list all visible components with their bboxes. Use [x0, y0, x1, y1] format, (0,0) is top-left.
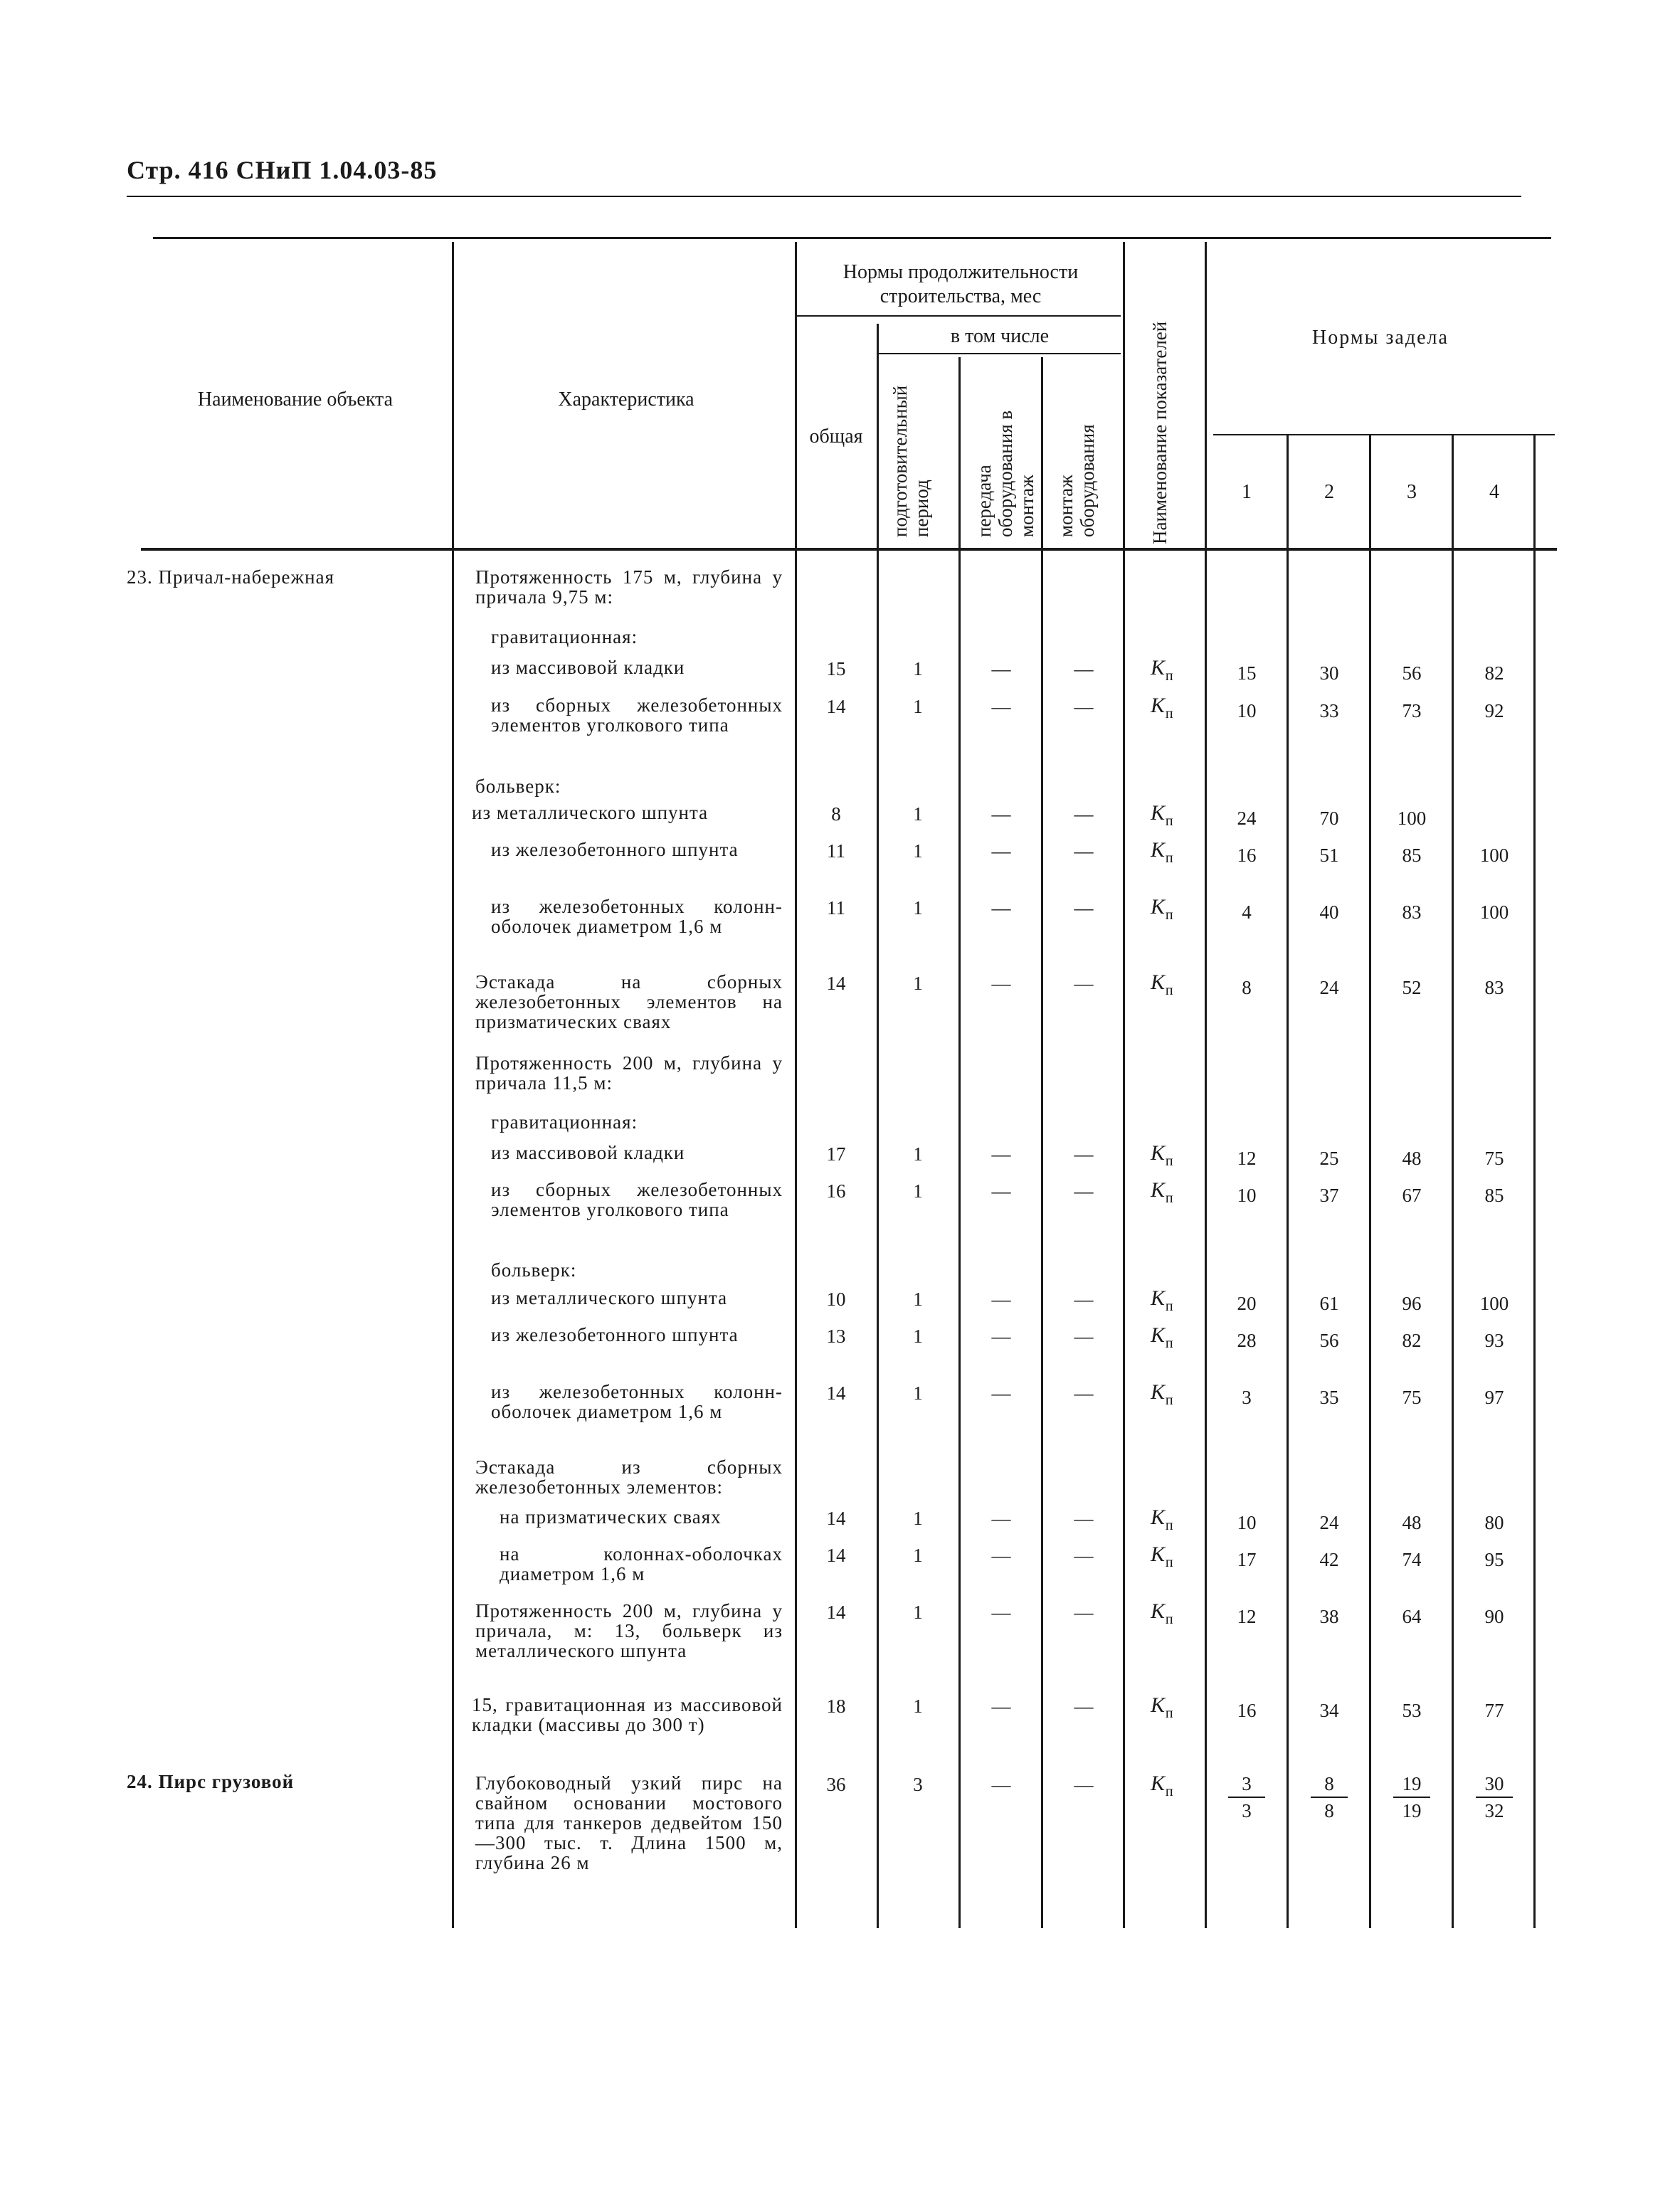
row-backlog-b2: 51	[1319, 845, 1339, 866]
fraction-denominator: 8	[1324, 1800, 1334, 1821]
header-quarter-3: 3	[1407, 481, 1417, 503]
row-backlog-b3: 96	[1402, 1293, 1422, 1314]
indicator-symbol: К	[1151, 970, 1165, 994]
row-backlog-b4: 75	[1484, 1148, 1504, 1169]
row-backlog-b1: 10	[1237, 1185, 1257, 1206]
row-equipment-handover: —	[991, 696, 1011, 717]
row-total-duration: 15	[826, 658, 846, 679]
row-indicator	[1151, 1543, 1173, 1571]
header-prep-period: подготовительный период	[889, 385, 932, 537]
row-prep-period: 1	[913, 897, 923, 919]
row-backlog-b3: 73	[1402, 700, 1422, 721]
row-indicator	[1151, 895, 1173, 924]
row-characteristic: Глубоководный узкий пирс на свайном основании мостового типа для танкеров дедвейтом 150—300 тыс. т. Длина 1500 м, глубина 26 м	[475, 1772, 783, 1873]
row-backlog-b4: 100	[1479, 1293, 1509, 1314]
indicator-subscript: п	[1165, 983, 1173, 998]
indicator-symbol: К	[1151, 694, 1165, 717]
row-equipment-install: —	[1074, 803, 1094, 825]
row-equipment-install: —	[1074, 973, 1094, 994]
row-indicator	[1151, 1506, 1173, 1534]
header-total: общая	[809, 425, 863, 448]
row-indicator	[1151, 838, 1173, 867]
row-backlog-b2: 70	[1319, 808, 1339, 829]
row-total-duration: 14	[826, 1508, 846, 1529]
object-23-name: 23. Причал-набережная	[127, 566, 335, 588]
row-total-duration: 14	[826, 696, 846, 717]
row-backlog-b1: 28	[1237, 1330, 1257, 1351]
row-characteristic: из металлического шпунта	[472, 802, 709, 823]
row-equipment-handover: —	[991, 1545, 1011, 1566]
fraction-denominator: 19	[1402, 1800, 1422, 1821]
row-characteristic: больверк:	[475, 776, 561, 797]
row-backlog-b3: 64	[1402, 1606, 1422, 1627]
row-equipment-install: —	[1074, 1774, 1094, 1795]
row-indicator	[1151, 1286, 1173, 1315]
running-head-rule	[127, 196, 1521, 197]
row-backlog-b1: 16	[1237, 1700, 1257, 1721]
row-total-duration: 13	[826, 1326, 846, 1347]
row-characteristic: из массивовой кладки	[491, 1142, 685, 1163]
row-backlog-b3: 100	[1397, 808, 1427, 829]
row-indicator	[1151, 1380, 1173, 1409]
row-total-duration: 14	[826, 973, 846, 994]
col-rule-install	[1041, 357, 1043, 1928]
header-equipment-install: монтаж оборудования	[1055, 424, 1098, 537]
indicator-subscript: п	[1165, 1705, 1173, 1721]
row-equipment-install: —	[1074, 696, 1094, 717]
col-rule-backlog	[1205, 242, 1207, 1928]
header-quarter-1: 1	[1242, 481, 1252, 503]
col-rule-indicator	[1123, 242, 1125, 1928]
row-backlog-b1: 10	[1237, 700, 1257, 721]
indicator-symbol: К	[1151, 801, 1165, 825]
indicator-subscript: п	[1165, 1555, 1173, 1570]
row-total-duration: 17	[826, 1143, 846, 1165]
row-backlog-b2: 42	[1319, 1549, 1339, 1570]
row-equipment-handover: —	[991, 1143, 1011, 1165]
header-backlog-group: Нормы задела	[1312, 327, 1449, 349]
row-backlog-b4: 92	[1484, 700, 1504, 721]
indicator-subscript: п	[1165, 1298, 1173, 1314]
header-indicator-name: Наименование показателей	[1149, 321, 1171, 544]
header-including: в том числе	[950, 325, 1050, 347]
indicator-subscript: п	[1165, 1335, 1173, 1351]
indicator-symbol: К	[1151, 1506, 1165, 1529]
row-backlog-b2: 56	[1319, 1330, 1339, 1351]
row-characteristic: Протяженность 175 м, глубина у причала 9,75 м:	[475, 566, 783, 608]
row-backlog-b2: 37	[1319, 1185, 1339, 1206]
row-total-duration: 8	[831, 803, 841, 825]
indicator-subscript: п	[1165, 1784, 1173, 1799]
row-characteristic: больверк:	[491, 1259, 577, 1281]
indicator-subscript: п	[1165, 1190, 1173, 1206]
row-backlog-b4: 100	[1479, 845, 1509, 866]
row-prep-period: 1	[913, 1326, 923, 1347]
row-characteristic: из металлического шпунта	[491, 1287, 728, 1308]
indicator-subscript: п	[1165, 1392, 1173, 1408]
fraction-denominator: 32	[1484, 1800, 1504, 1821]
row-equipment-handover: —	[991, 1382, 1011, 1404]
row-total-duration: 16	[826, 1180, 846, 1202]
indicator-symbol: К	[1151, 1178, 1165, 1202]
row-backlog-b3: 53	[1402, 1700, 1422, 1721]
indicator-symbol: К	[1151, 1141, 1165, 1165]
row-characteristic: на колоннах-оболочках диаметром 1,6 м	[500, 1543, 783, 1584]
row-indicator	[1151, 1323, 1173, 1352]
fraction-denominator: 3	[1242, 1800, 1252, 1821]
row-prep-period: 1	[913, 1545, 923, 1566]
row-indicator	[1151, 970, 1173, 999]
fraction-numerator: 30	[1476, 1772, 1513, 1798]
row-prep-period: 1	[913, 658, 923, 679]
row-prep-period: 1	[913, 840, 923, 862]
row-backlog-b4: 97	[1484, 1387, 1504, 1408]
row-prep-period: 1	[913, 1508, 923, 1529]
row-backlog-b4: 93	[1484, 1330, 1504, 1351]
row-backlog-b1: 12	[1237, 1606, 1257, 1627]
row-total-duration: 14	[826, 1382, 846, 1404]
indicator-symbol: К	[1151, 1772, 1165, 1795]
row-equipment-install: —	[1074, 1326, 1094, 1347]
fraction-numerator: 19	[1393, 1772, 1430, 1798]
header-characteristic: Характеристика	[558, 388, 694, 411]
pier-backlog-b4	[1466, 1772, 1523, 1822]
row-backlog-b4: 90	[1484, 1606, 1504, 1627]
row-backlog-b2: 38	[1319, 1606, 1339, 1627]
col-rule-end	[1533, 435, 1536, 1928]
row-backlog-b4: 83	[1484, 977, 1504, 998]
row-equipment-install: —	[1074, 1602, 1094, 1623]
pier-backlog-b1	[1218, 1772, 1275, 1822]
row-prep-period: 1	[913, 696, 923, 717]
col-rule-handover	[958, 357, 961, 1928]
row-prep-period: 1	[913, 973, 923, 994]
row-backlog-b2: 24	[1319, 1512, 1339, 1533]
row-total-duration: 11	[827, 840, 845, 862]
indicator-symbol: К	[1151, 1286, 1165, 1310]
row-equipment-handover: —	[991, 1180, 1011, 1202]
row-backlog-b2: 25	[1319, 1148, 1339, 1169]
fraction-numerator: 3	[1228, 1772, 1265, 1798]
row-equipment-install: —	[1074, 897, 1094, 919]
backlog-group-rule	[1213, 434, 1555, 435]
row-backlog-b4: 77	[1484, 1700, 1504, 1721]
row-backlog-b3: 85	[1402, 845, 1422, 866]
row-total-duration: 18	[826, 1695, 846, 1717]
row-characteristic: гравитационная:	[491, 626, 638, 647]
row-backlog-b4: 100	[1479, 901, 1509, 923]
row-backlog-b3: 48	[1402, 1148, 1422, 1169]
row-indicator	[1151, 1693, 1173, 1722]
row-backlog-b4: 85	[1484, 1185, 1504, 1206]
row-characteristic: из железобетонных колонн-оболочек диаметром 1,6 м	[491, 1381, 783, 1422]
page-running-head: Стр. 416 СНиП 1.04.03-85	[127, 156, 438, 184]
row-backlog-b2: 40	[1319, 901, 1339, 923]
row-backlog-b3: 67	[1402, 1185, 1422, 1206]
row-prep-period: 3	[913, 1774, 923, 1795]
indicator-subscript: п	[1165, 1153, 1173, 1169]
row-backlog-b3: 48	[1402, 1512, 1422, 1533]
row-prep-period: 1	[913, 1289, 923, 1310]
row-indicator	[1151, 694, 1173, 722]
row-equipment-handover: —	[991, 1774, 1011, 1795]
row-backlog-b4: 82	[1484, 662, 1504, 684]
row-equipment-handover: —	[991, 658, 1011, 679]
row-backlog-b2: 61	[1319, 1293, 1339, 1314]
row-total-duration: 14	[826, 1545, 846, 1566]
indicator-symbol: К	[1151, 838, 1165, 862]
col-rule-q3	[1369, 435, 1371, 1928]
row-backlog-b1: 20	[1237, 1293, 1257, 1314]
row-backlog-b3: 75	[1402, 1387, 1422, 1408]
row-indicator	[1151, 1178, 1173, 1207]
row-equipment-handover: —	[991, 1289, 1011, 1310]
row-indicator	[1151, 1599, 1173, 1628]
row-backlog-b1: 12	[1237, 1148, 1257, 1169]
row-indicator	[1151, 1141, 1173, 1170]
header-bottom-rule	[141, 548, 1557, 551]
row-equipment-install: —	[1074, 1382, 1094, 1404]
row-equipment-handover: —	[991, 1602, 1011, 1623]
row-backlog-b1: 16	[1237, 845, 1257, 866]
row-characteristic: Протяженность 200 м, глубина у причала 11,5 м:	[475, 1052, 783, 1094]
object-24-name: 24. Пирс грузовой	[127, 1771, 295, 1792]
indicator-subscript: п	[1165, 1518, 1173, 1533]
row-characteristic: гравитационная:	[491, 1111, 638, 1133]
row-characteristic: из железобетонного шпунта	[491, 839, 739, 860]
row-characteristic: из сборных железобетонных элементов уголкового типа	[491, 1179, 783, 1220]
indicator-subscript: п	[1165, 1612, 1173, 1627]
row-backlog-b1: 8	[1242, 977, 1252, 998]
row-backlog-b1: 4	[1242, 901, 1252, 923]
indicator-symbol: К	[1151, 1543, 1165, 1566]
row-backlog-b2: 35	[1319, 1387, 1339, 1408]
row-equipment-install: —	[1074, 658, 1094, 679]
row-equipment-install: —	[1074, 1180, 1094, 1202]
row-characteristic: Эстакада из сборных железобетонных элементов:	[475, 1456, 783, 1498]
row-backlog-b2: 24	[1319, 977, 1339, 998]
indicator-symbol: К	[1151, 1599, 1165, 1623]
header-object-name: Наименование объекта	[197, 388, 393, 411]
row-equipment-handover: —	[991, 973, 1011, 994]
pier-backlog-b2	[1301, 1772, 1358, 1822]
row-equipment-handover: —	[991, 840, 1011, 862]
col-rule-total	[795, 242, 797, 1928]
including-rule	[877, 353, 1121, 354]
header-quarter-2: 2	[1324, 481, 1334, 503]
row-equipment-install: —	[1074, 1695, 1094, 1717]
indicator-subscript: п	[1165, 706, 1173, 721]
pier-backlog-b3	[1383, 1772, 1440, 1822]
row-backlog-b1: 3	[1242, 1387, 1252, 1408]
row-prep-period: 1	[913, 1382, 923, 1404]
indicator-symbol: К	[1151, 1323, 1165, 1347]
row-backlog-b2: 34	[1319, 1700, 1339, 1721]
row-prep-period: 1	[913, 1695, 923, 1717]
col-rule-characteristic	[452, 242, 454, 1928]
row-characteristic: из железобетонного шпунта	[491, 1324, 739, 1345]
row-characteristic: 15, гравитационная из массивовой кладки (массивы до 300 т)	[472, 1694, 783, 1735]
row-backlog-b1: 10	[1237, 1512, 1257, 1533]
row-equipment-handover: —	[991, 1695, 1011, 1717]
row-total-duration: 10	[826, 1289, 846, 1310]
row-prep-period: 1	[913, 1180, 923, 1202]
row-characteristic: Протяженность 200 м, глубина у причала, м: 13, больверк из металлического шпунта	[475, 1600, 783, 1661]
row-indicator	[1151, 656, 1173, 684]
header-equipment-handover: передача оборудования в монтаж	[973, 410, 1037, 537]
row-prep-period: 1	[913, 1143, 923, 1165]
table-top-rule	[153, 237, 1551, 239]
row-prep-period: 1	[913, 803, 923, 825]
row-backlog-b3: 74	[1402, 1549, 1422, 1570]
col-rule-q2	[1287, 435, 1289, 1928]
duration-group-rule	[797, 315, 1121, 317]
row-total-duration: 14	[826, 1602, 846, 1623]
row-characteristic: Эстакада на сборных железобетонных элементов на призматических сваях	[475, 971, 783, 1032]
row-backlog-b1: 17	[1237, 1549, 1257, 1570]
row-equipment-install: —	[1074, 840, 1094, 862]
row-backlog-b1: 15	[1237, 662, 1257, 684]
row-backlog-b4: 80	[1484, 1512, 1504, 1533]
row-backlog-b3: 82	[1402, 1330, 1422, 1351]
indicator-subscript: п	[1165, 668, 1173, 684]
row-equipment-install: —	[1074, 1143, 1094, 1165]
row-equipment-install: —	[1074, 1545, 1094, 1566]
indicator-symbol: К	[1151, 656, 1165, 679]
row-characteristic: на призматических сваях	[500, 1506, 722, 1528]
row-backlog-b3: 83	[1402, 901, 1422, 923]
row-equipment-handover: —	[991, 897, 1011, 919]
col-rule-q4	[1452, 435, 1454, 1928]
indicator-symbol: К	[1151, 1693, 1165, 1717]
row-backlog-b2: 33	[1319, 700, 1339, 721]
indicator-subscript: п	[1165, 813, 1173, 829]
row-total-duration: 36	[826, 1774, 846, 1795]
indicator-symbol: К	[1151, 895, 1165, 919]
indicator-symbol: К	[1151, 1380, 1165, 1404]
row-characteristic: из сборных железобетонных элементов уголкового типа	[491, 694, 783, 736]
col-rule-prep	[877, 324, 879, 1928]
row-indicator	[1151, 1772, 1173, 1800]
header-duration-group: Нормы продолжительности строительства, мес	[842, 261, 1079, 307]
row-equipment-handover: —	[991, 1326, 1011, 1347]
row-backlog-b3: 56	[1402, 662, 1422, 684]
header-quarter-4: 4	[1489, 481, 1499, 503]
row-total-duration: 11	[827, 897, 845, 919]
row-equipment-handover: —	[991, 1508, 1011, 1529]
row-backlog-b1: 24	[1237, 808, 1257, 829]
row-backlog-b4: 95	[1484, 1549, 1504, 1570]
indicator-subscript: п	[1165, 850, 1173, 866]
fraction-numerator: 8	[1311, 1772, 1348, 1798]
indicator-subscript: п	[1165, 907, 1173, 923]
row-backlog-b3: 52	[1402, 977, 1422, 998]
row-equipment-handover: —	[991, 803, 1011, 825]
row-characteristic: из железобетонных колонн-оболочек диаметром 1,6 м	[491, 896, 783, 937]
row-equipment-install: —	[1074, 1508, 1094, 1529]
row-indicator	[1151, 801, 1173, 830]
row-equipment-install: —	[1074, 1289, 1094, 1310]
row-prep-period: 1	[913, 1602, 923, 1623]
row-backlog-b2: 30	[1319, 662, 1339, 684]
row-characteristic: из массивовой кладки	[491, 657, 685, 678]
